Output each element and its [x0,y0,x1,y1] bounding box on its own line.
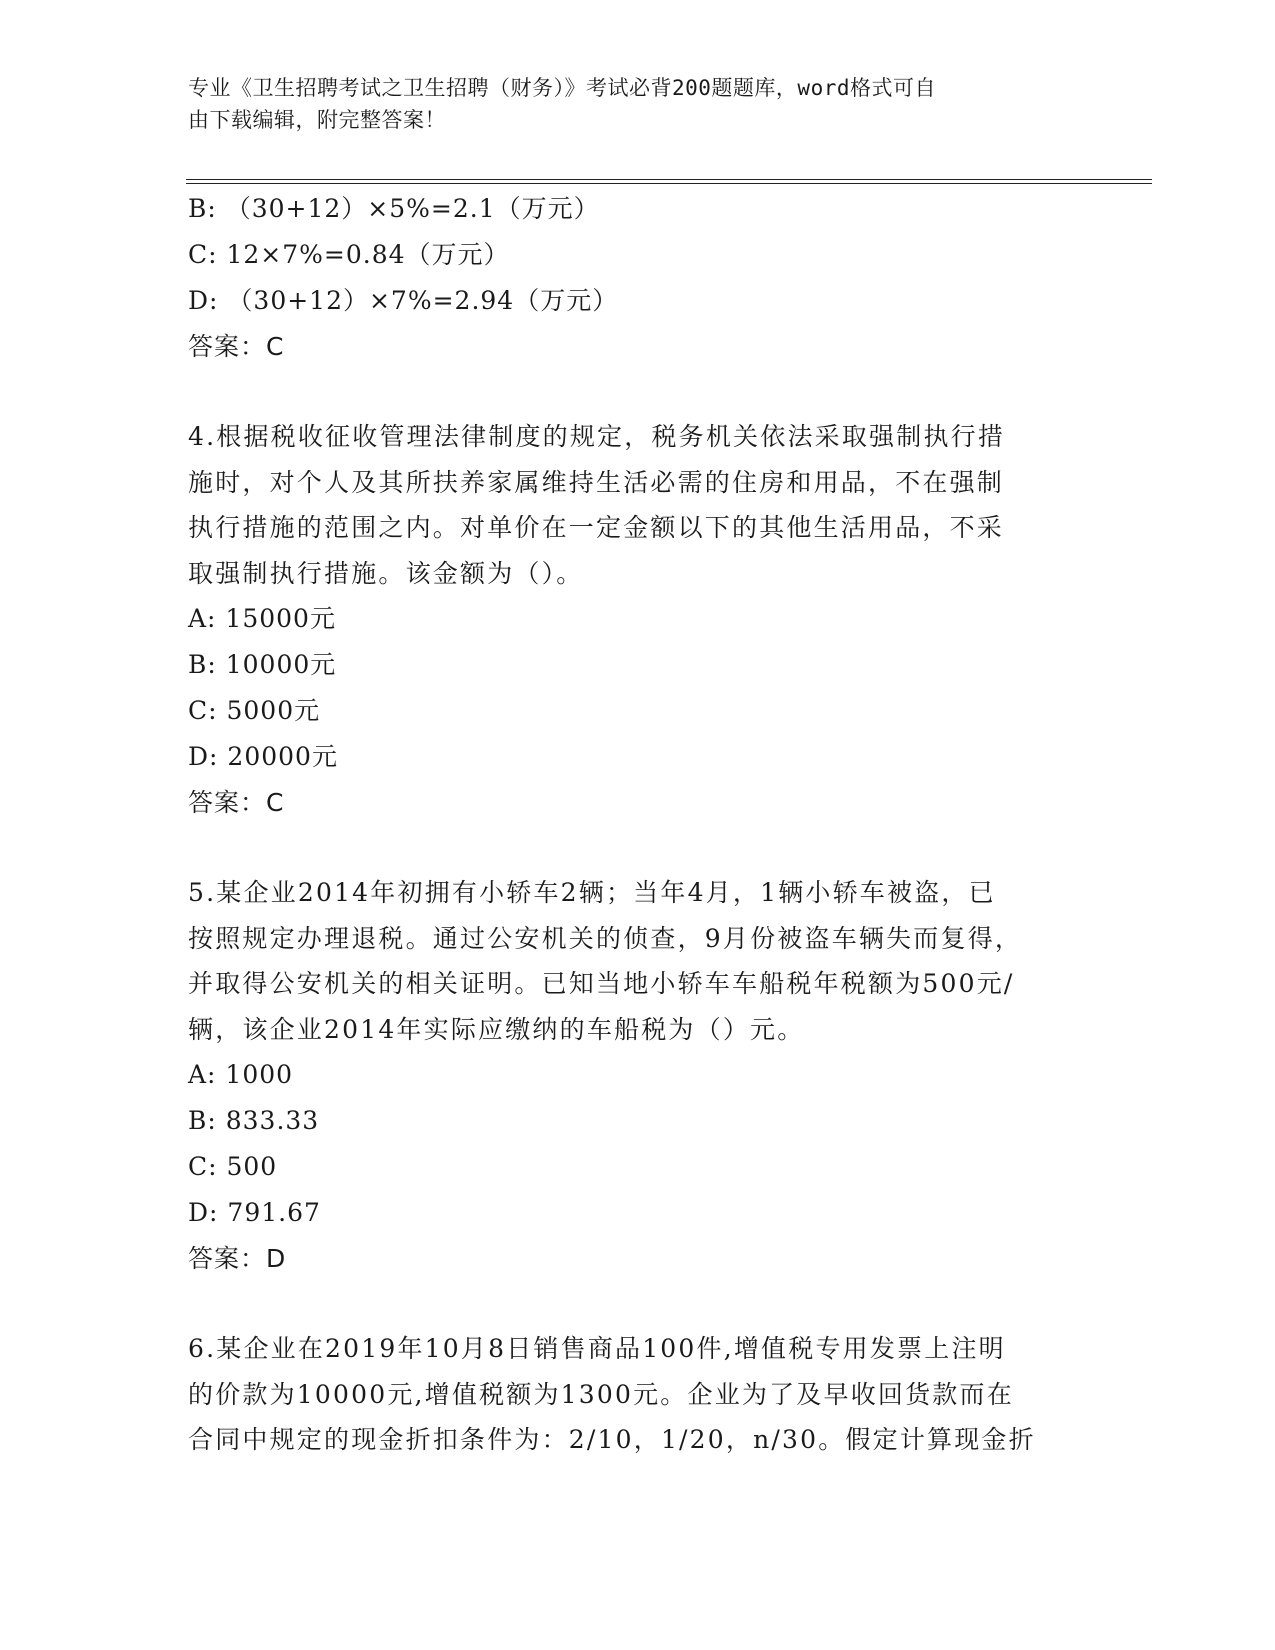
document-header [188,72,1068,136]
answer-line: 答案：C [188,788,285,817]
question-4 [188,414,1068,826]
question-5 [188,870,1068,1282]
question-stem-line: 6.某企业在2019年10月8日销售商品100件,增值税专用发票上注明 [188,1334,1006,1363]
option-b: B: 833.33 [188,1106,320,1135]
header-rule-top [186,179,1152,180]
option-a: A: 1000 [188,1060,294,1089]
answer-line: 答案：C [188,332,285,361]
answer-line: 答案：D [188,1244,287,1273]
question-stem-line: 4.根据税收征收管理法律制度的规定，税务机关依法采取强制执行措 [188,422,1006,451]
header-rule-bottom [186,183,1152,184]
option-b: B: （30+12）×5%=2.1（万元） [188,194,600,223]
question-stem-line: 5.某企业2014年初拥有小轿车2辆；当年4月，1辆小轿车被盗，已 [188,878,996,907]
option-a: A: 15000元 [188,604,336,633]
header-line-2: 由下载编辑，附完整答案！ [188,108,446,132]
option-d: D: 20000元 [188,742,338,771]
question-stem-line: 取强制执行措施。该金额为（）。 [188,558,584,588]
option-c: C: 500 [188,1152,278,1181]
document-body [188,186,1068,1463]
option-d: D: 791.67 [188,1198,321,1227]
question-stem-line: 辆，该企业2014年实际应缴纳的车船税为（）元。 [188,1014,805,1044]
question-6 [188,1326,1068,1463]
question-stem-line: 按照规定办理退税。通过公安机关的侦查，9月份被盗车辆失而复得， [188,923,1023,953]
question-stem-line: 施时，对个人及其所扶养家属维持生活必需的住房和用品，不在强制 [188,467,1005,497]
question-stem-line: 的价款为10000元,增值税额为1300元。企业为了及早收回货款而在 [188,1379,1014,1409]
question-stem-line: 合同中规定的现金折扣条件为：2/10，1/20，n/30。假定计算现金折 [188,1425,1036,1454]
option-c: C: 5000元 [188,696,321,725]
question-stem-line: 并取得公安机关的相关证明。已知当地小轿车车船税年税额为500元/ [188,969,1015,998]
question-3-tail [188,186,1068,370]
option-d: D: （30+12）×7%=2.94（万元） [188,286,619,315]
option-c: C: 12×7%=0.84（万元） [188,240,510,269]
option-b: B: 10000元 [188,650,337,679]
header-line-1: 专业《卫生招聘考试之卫生招聘（财务）》考试必背200题题库，word格式可自 [188,76,936,100]
question-stem-line: 执行措施的范围之内。对单价在一定金额以下的其他生活用品，不采 [188,513,1005,542]
